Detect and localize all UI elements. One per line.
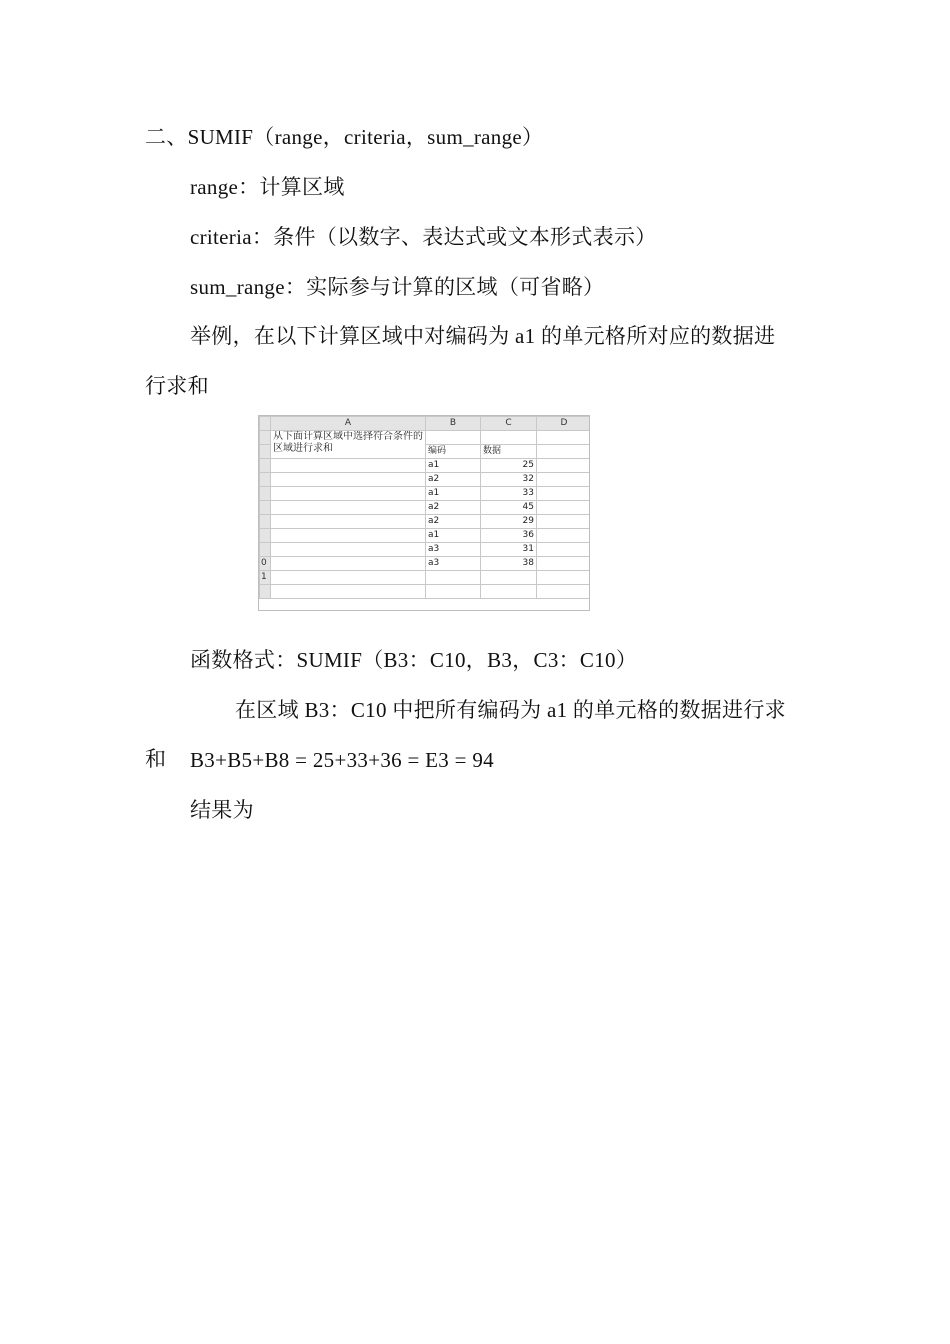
- cell: [537, 585, 591, 599]
- explanation-cont: 和: [145, 747, 167, 771]
- value-cell: 45: [481, 501, 537, 515]
- cell: [271, 557, 426, 571]
- sheet-row: [260, 459, 591, 473]
- cell: [537, 501, 591, 515]
- row-header: [260, 515, 271, 529]
- merged-description-cell: 从下面计算区域中选择符合条件的区域进行求和: [271, 431, 426, 459]
- sheet-row: [260, 431, 591, 445]
- column-header-b: B: [426, 417, 481, 431]
- cell: [271, 529, 426, 543]
- column-header-a: A: [271, 417, 426, 431]
- example-intro: 举例，在以下计算区域中对编码为 a1 的单元格所对应的数据进: [190, 324, 776, 348]
- header-code-cell: 编码: [426, 445, 481, 459]
- row-header: [260, 501, 271, 515]
- sheet-row: [260, 473, 591, 487]
- sheet-row: [260, 571, 591, 585]
- value-cell: 29: [481, 515, 537, 529]
- cell: [271, 571, 426, 585]
- sheet-row: [260, 487, 591, 501]
- code-cell: a3: [426, 543, 481, 557]
- example-intro-cont: 行求和: [145, 374, 209, 398]
- column-header-c: C: [481, 417, 537, 431]
- row-header: [260, 473, 271, 487]
- cell: [271, 501, 426, 515]
- code-cell: a3: [426, 557, 481, 571]
- value-cell: 38: [481, 557, 537, 571]
- cell: [426, 431, 481, 445]
- calculation: B3+B5+B8 = 25+33+36 = E3 = 94: [190, 748, 494, 772]
- cell: [537, 529, 591, 543]
- param-sum-range: sum_range：实际参与计算的区域（可省略）: [190, 275, 605, 299]
- row-header: [260, 459, 271, 473]
- code-cell: a2: [426, 515, 481, 529]
- cell: [271, 459, 426, 473]
- cell: [481, 571, 537, 585]
- cell: [426, 571, 481, 585]
- param-criteria: criteria：条件（以数字、表达式或文本形式表示）: [190, 225, 657, 249]
- spreadsheet-grid: [259, 416, 590, 599]
- row-header: [260, 431, 271, 445]
- cell: [537, 543, 591, 557]
- spreadsheet-screenshot: [258, 415, 590, 611]
- column-header-d: D: [537, 417, 591, 431]
- cell: [537, 515, 591, 529]
- cell: [537, 473, 591, 487]
- section-heading: 二、SUMIF（range，criteria，sum_range）: [145, 125, 544, 149]
- cell: [271, 487, 426, 501]
- row-header: 0: [260, 557, 271, 571]
- code-cell: a2: [426, 473, 481, 487]
- result-label: 结果为: [190, 798, 254, 822]
- cell: [271, 585, 426, 599]
- sheet-row: [260, 529, 591, 543]
- code-cell: a2: [426, 501, 481, 515]
- cell: [481, 585, 537, 599]
- header-data-cell: 数据: [481, 445, 537, 459]
- value-cell: 36: [481, 529, 537, 543]
- cell: [271, 515, 426, 529]
- value-cell: 25: [481, 459, 537, 473]
- row-header: 1: [260, 571, 271, 585]
- row-header: [260, 543, 271, 557]
- cell: [537, 557, 591, 571]
- cell: [537, 571, 591, 585]
- cell: [537, 487, 591, 501]
- value-cell: 31: [481, 543, 537, 557]
- sheet-row: [260, 585, 591, 599]
- sheet-row: [260, 557, 591, 571]
- row-header: [260, 445, 271, 459]
- cell: [426, 585, 481, 599]
- row-header: [260, 487, 271, 501]
- column-header-row: [260, 417, 591, 431]
- sheet-row: [260, 543, 591, 557]
- code-cell: a1: [426, 459, 481, 473]
- explanation: 在区域 B3：C10 中把所有编码为 a1 的单元格的数据进行求: [235, 698, 786, 722]
- param-range: range：计算区域: [190, 175, 345, 199]
- cell: [537, 459, 591, 473]
- code-cell: a1: [426, 487, 481, 501]
- row-header: [260, 585, 271, 599]
- value-cell: 32: [481, 473, 537, 487]
- corner-cell: [260, 417, 271, 431]
- cell: [481, 431, 537, 445]
- cell: [537, 431, 591, 445]
- row-header: [260, 529, 271, 543]
- sheet-row: [260, 515, 591, 529]
- code-cell: a1: [426, 529, 481, 543]
- cell: [537, 445, 591, 459]
- cell: [271, 543, 426, 557]
- cell: [271, 473, 426, 487]
- sheet-row: [260, 501, 591, 515]
- function-format: 函数格式：SUMIF（B3：C10，B3，C3：C10）: [190, 648, 638, 672]
- value-cell: 33: [481, 487, 537, 501]
